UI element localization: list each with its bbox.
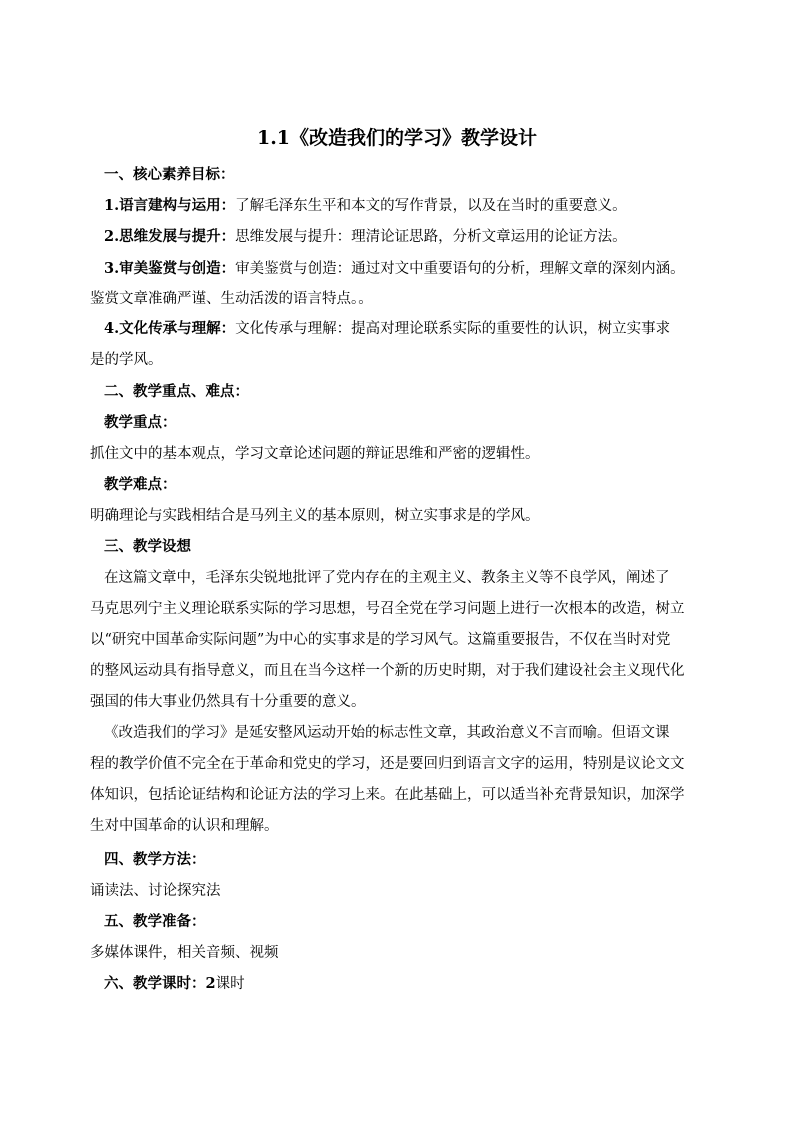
design-p1-line: 马克思列宁主义理论联系实际的学习思想，号召全党在学习问题上进行一次根本的改造，树立 (90, 601, 685, 617)
section-heading-design: 三、教学设想 (104, 538, 191, 555)
goal-item-2 (104, 222, 710, 253)
goal-item-4-cont: 是的学风。 (90, 352, 163, 368)
focus-label: 教学重点： (104, 414, 177, 431)
focus-text: 抓住文中的基本观点，学习文章论述问题的辩证思维和严密的逻辑性。 (90, 446, 540, 462)
design-p2-line: 生对中国革命的认识和理解。 (90, 818, 279, 834)
preparation-text: 多媒体课件，相关音频、视频 (90, 945, 279, 961)
goal-label: 4.文化传承与理解： (104, 320, 236, 337)
goal-item-4 (104, 314, 710, 345)
section-heading-hours (104, 969, 710, 1000)
goal-label: 3.审美鉴赏与创造： (104, 260, 236, 277)
section-heading-methods: 四、教学方法： (104, 851, 206, 868)
document-title: 1.1《改造我们的学习》教学设计 (256, 127, 538, 149)
design-p1-line: 强国的伟大事业仍然具有十分重要的意义。 (90, 694, 366, 710)
difficulty-text: 明确理论与实践相结合是马列主义的基本原则，树立实事求是的学风。 (90, 508, 540, 524)
goal-item-3-cont: 鉴赏文章准确严谨、生动活泼的语言特点。。 (90, 291, 373, 307)
goal-text: 了解毛泽东生平和本文的写作背景，以及在当时的重要意义。 (235, 198, 627, 214)
section-heading-preparation: 五、教学准备： (104, 913, 206, 930)
goal-item-1 (104, 191, 710, 222)
methods-text: 诵读法、讨论探究法 (90, 883, 221, 899)
goal-item-3 (104, 254, 710, 285)
goal-text: 思维发展与提升：理清论证思路，分析文章运用的论证方法。 (235, 229, 627, 245)
design-p2-line: 《改造我们的学习》是延安整风运动开始的标志性文章，其政治意义不言而喻。但语文课 (104, 725, 670, 741)
design-p1-line: 的整风运动具有指导意义，而且在当今这样一个新的历史时期，对于我们建设社会主义现代化 (90, 663, 685, 679)
difficulty-label: 教学难点： (104, 476, 177, 493)
design-p2-line: 程的教学价值不完全在于革命和党史的学习，还是要回归到语言文字的运用，特别是议论文文 (90, 756, 685, 772)
design-p2-line: 体知识，包括论证结构和论证方法的学习上来。在此基础上，可以适当补充背景知识，加深学 (90, 787, 685, 803)
section-heading-goals: 一、核心素养目标： (104, 166, 235, 183)
goal-text: 审美鉴赏与创造：通过对文中重要语句的分析，理解文章的深刻内涵。 (235, 261, 685, 277)
hours-heading: 六、教学课时： (104, 975, 206, 992)
goal-label: 1.语言建构与运用： (104, 197, 236, 214)
goal-label: 2.思维发展与提升： (104, 228, 236, 245)
hours-unit: 课时 (215, 976, 245, 992)
design-p1-line: 在这篇文章中，毛泽东尖锐地批评了党内存在的主观主义、教条主义等不良学风，阐述了 (104, 570, 670, 586)
goal-text: 文化传承与理解：提高对理论联系实际的重要性的认识，树立实事求 (235, 321, 671, 337)
section-heading-key-points: 二、教学重点、难点： (104, 383, 249, 400)
design-p1-line: 以“研究中国革命实际问题”为中心的实事求是的学习风气。这篇重要报告，不仅在当时对党 (90, 632, 671, 648)
hours-value: 2 (205, 975, 216, 992)
